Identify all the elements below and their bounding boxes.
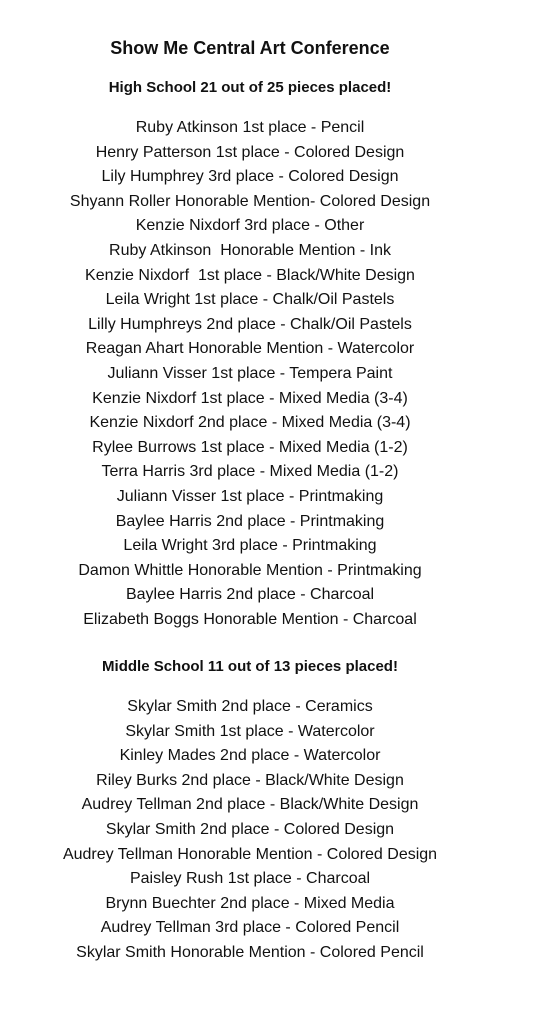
- list-item: Skylar Smith 2nd place - Colored Design: [105, 820, 395, 838]
- list-item: Audrey Tellman 3rd place - Colored Pencil: [100, 919, 400, 937]
- list-item: Kinley Mades 2nd place - Watercolor: [119, 747, 381, 765]
- list-item: Baylee Harris 2nd place - Charcoal: [125, 586, 375, 604]
- list-item: Reagan Ahart Honorable Mention - Watercolor: [85, 340, 415, 358]
- list-item: Lilly Humphreys 2nd place - Chalk/Oil Pastels: [88, 315, 412, 333]
- list-item: Terra Harris 3rd place - Mixed Media (1-2): [101, 463, 399, 481]
- list-item: Lily Humphrey 3rd place - Colored Design: [101, 168, 399, 186]
- list-item: Leila Wright 1st place - Chalk/Oil Pastels: [105, 291, 395, 309]
- list-item: Shyann Roller Honorable Mention- Colored Design: [69, 192, 431, 210]
- list-item: Brynn Buechter 2nd place - Mixed Media: [105, 894, 395, 912]
- list-item: Paisley Rush 1st place - Charcoal: [129, 870, 371, 888]
- middle-school-list: [0, 695, 500, 966]
- high-school-list: [0, 116, 500, 632]
- list-item: Kenzie Nixdorf 2nd place - Mixed Media (3-4): [89, 414, 411, 432]
- list-item: Riley Burks 2nd place - Black/White Design: [96, 771, 404, 789]
- high-school-heading: High School 21 out of 25 pieces placed!: [108, 79, 392, 96]
- page-title: Show Me Central Art Conference: [110, 38, 390, 58]
- list-item: Juliann Visser 1st place - Tempera Paint: [107, 364, 393, 382]
- list-item: Leila Wright 3rd place - Printmaking: [123, 537, 377, 555]
- list-item: Kenzie Nixdorf 1st place - Mixed Media (3-4): [92, 389, 408, 407]
- list-item: Ruby Atkinson Honorable Mention - Ink: [109, 241, 391, 259]
- list-item: Kenzie Nixdorf 3rd place - Other: [135, 217, 365, 235]
- list-item: Skylar Smith Honorable Mention - Colored Pencil: [76, 943, 424, 961]
- middle-school-heading: Middle School 11 out of 13 pieces placed!: [102, 658, 398, 675]
- list-item: Henry Patterson 1st place - Colored Design: [95, 143, 405, 161]
- list-item: Rylee Burrows 1st place - Mixed Media (1-2): [92, 438, 408, 456]
- list-item: Kenzie Nixdorf 1st place - Black/White Design: [85, 266, 415, 284]
- list-item: Audrey Tellman 2nd place - Black/White Design: [81, 796, 419, 814]
- list-item: Damon Whittle Honorable Mention - Printmaking: [78, 561, 422, 579]
- list-item: Baylee Harris 2nd place - Printmaking: [115, 512, 385, 530]
- list-item: Audrey Tellman Honorable Mention - Colored Design: [62, 845, 438, 863]
- list-item: Skylar Smith 2nd place - Ceramics: [127, 698, 373, 715]
- list-item: Skylar Smith 1st place - Watercolor: [125, 722, 375, 740]
- list-item: Ruby Atkinson 1st place - Pencil: [135, 119, 365, 136]
- list-item: Elizabeth Boggs Honorable Mention - Charcoal: [83, 610, 417, 628]
- list-item: Juliann Visser 1st place - Printmaking: [116, 487, 384, 505]
